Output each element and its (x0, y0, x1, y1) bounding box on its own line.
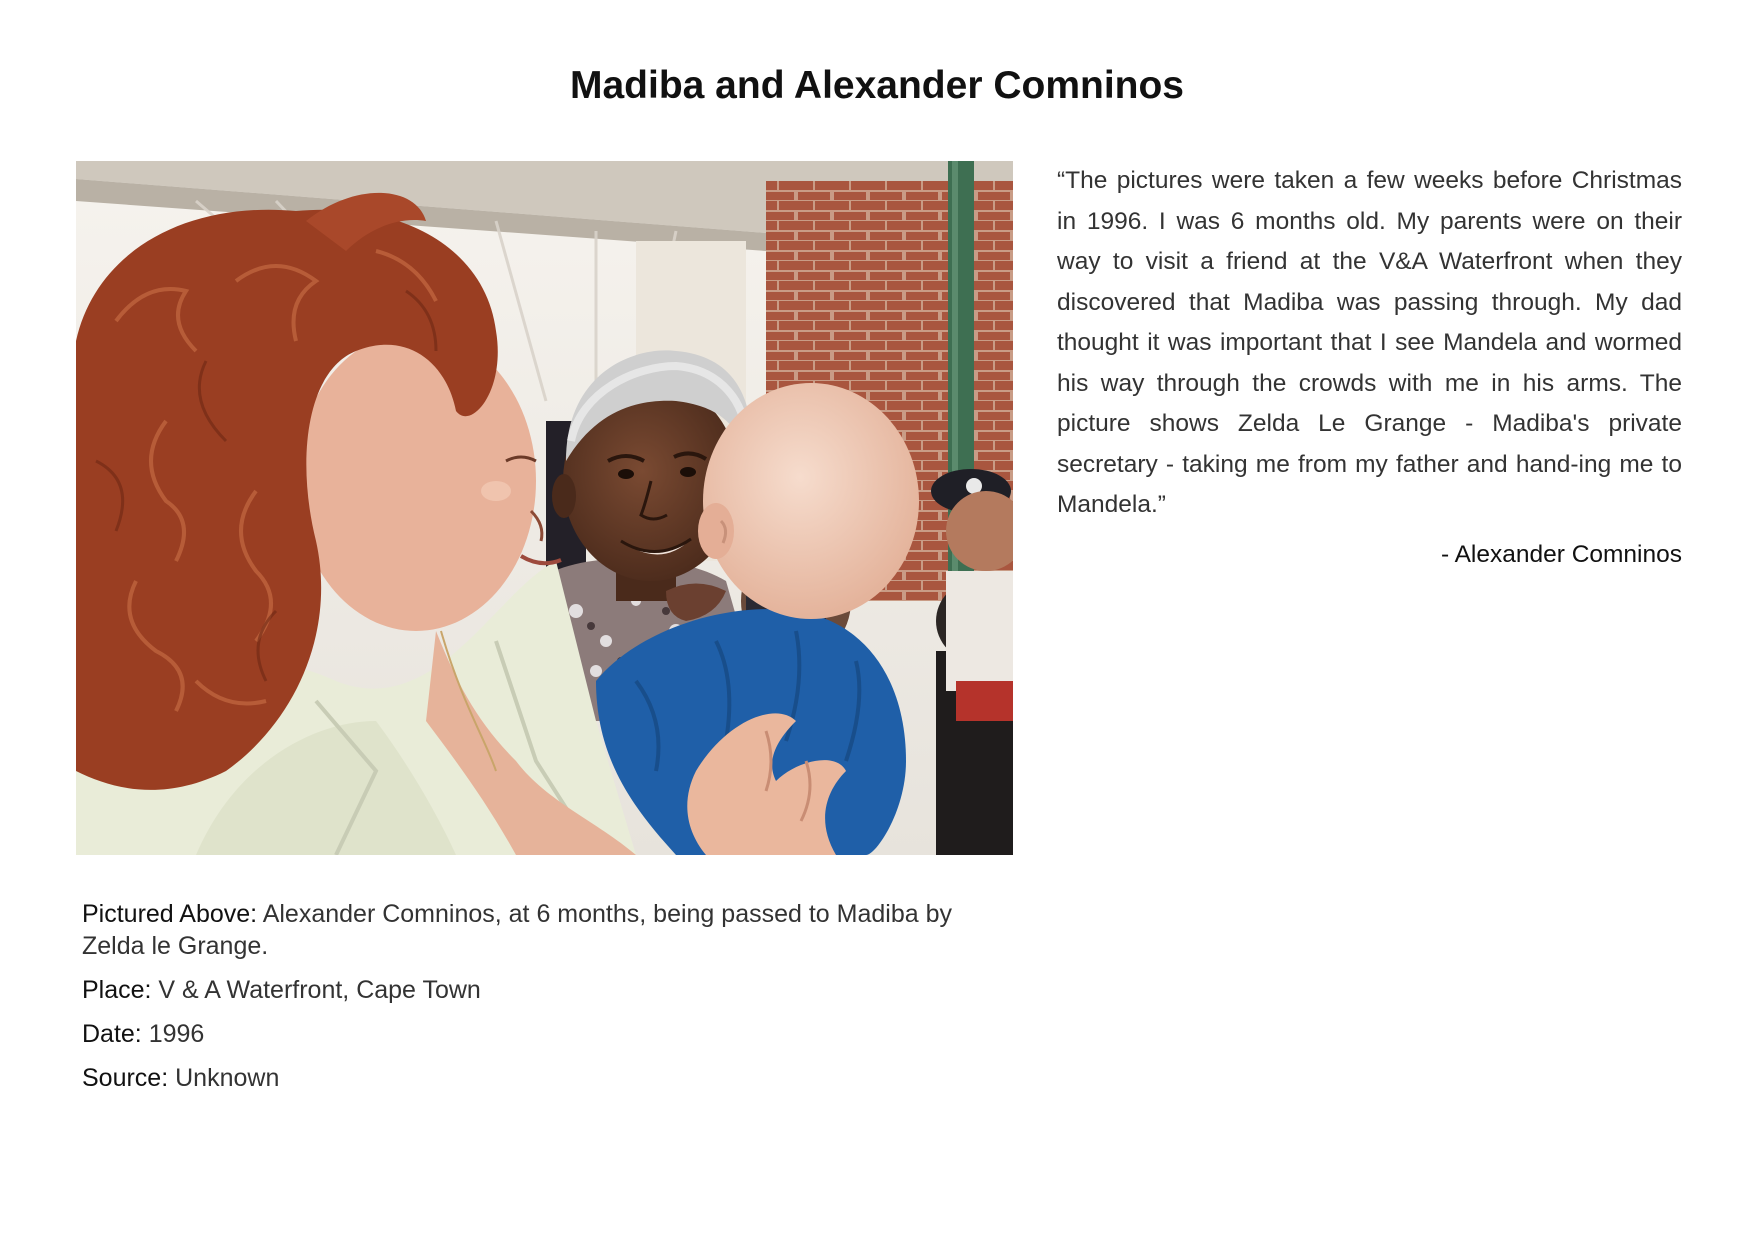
photo (76, 161, 1013, 855)
quote-block (1057, 161, 1682, 572)
caption-pictured (82, 898, 982, 962)
caption-place (82, 974, 982, 1006)
caption-source-label: Source: (82, 1064, 169, 1092)
caption-date-label: Date: (82, 1020, 142, 1048)
photo-illustration (76, 161, 1013, 855)
caption-date-value: 1996 (141, 1020, 205, 1048)
page-title: Madiba and Alexander Comninos (570, 64, 1184, 107)
quote-text: “The pictures were taken a few weeks before Christmas in 1996. I was 6 months old. My parents were on their way to visit a friend at the V&A Waterfront when they discovered that Madiba was passing through. My dad thought it was important that I see Mandela and wormed his way through the crowds with me in his arms. The picture shows Zelda Le Grange - Madiba's private secretary - taking me from my father and hand-ing me to Mandela.” (1057, 167, 1682, 518)
caption-pictured-label: Pictured Above: (82, 900, 258, 928)
caption-block (82, 898, 982, 1106)
caption-date (82, 1018, 982, 1050)
caption-pictured-value: Alexander Comninos, at 6 months, being passed to Madiba by Zelda le Grange. (82, 900, 952, 960)
quote-author: - Alexander Comninos (1440, 540, 1682, 568)
caption-source-value: Unknown (168, 1064, 280, 1092)
caption-place-label: Place: (82, 976, 152, 1004)
caption-source (82, 1062, 982, 1094)
caption-place-value: V & A Waterfront, Cape Town (151, 976, 481, 1004)
